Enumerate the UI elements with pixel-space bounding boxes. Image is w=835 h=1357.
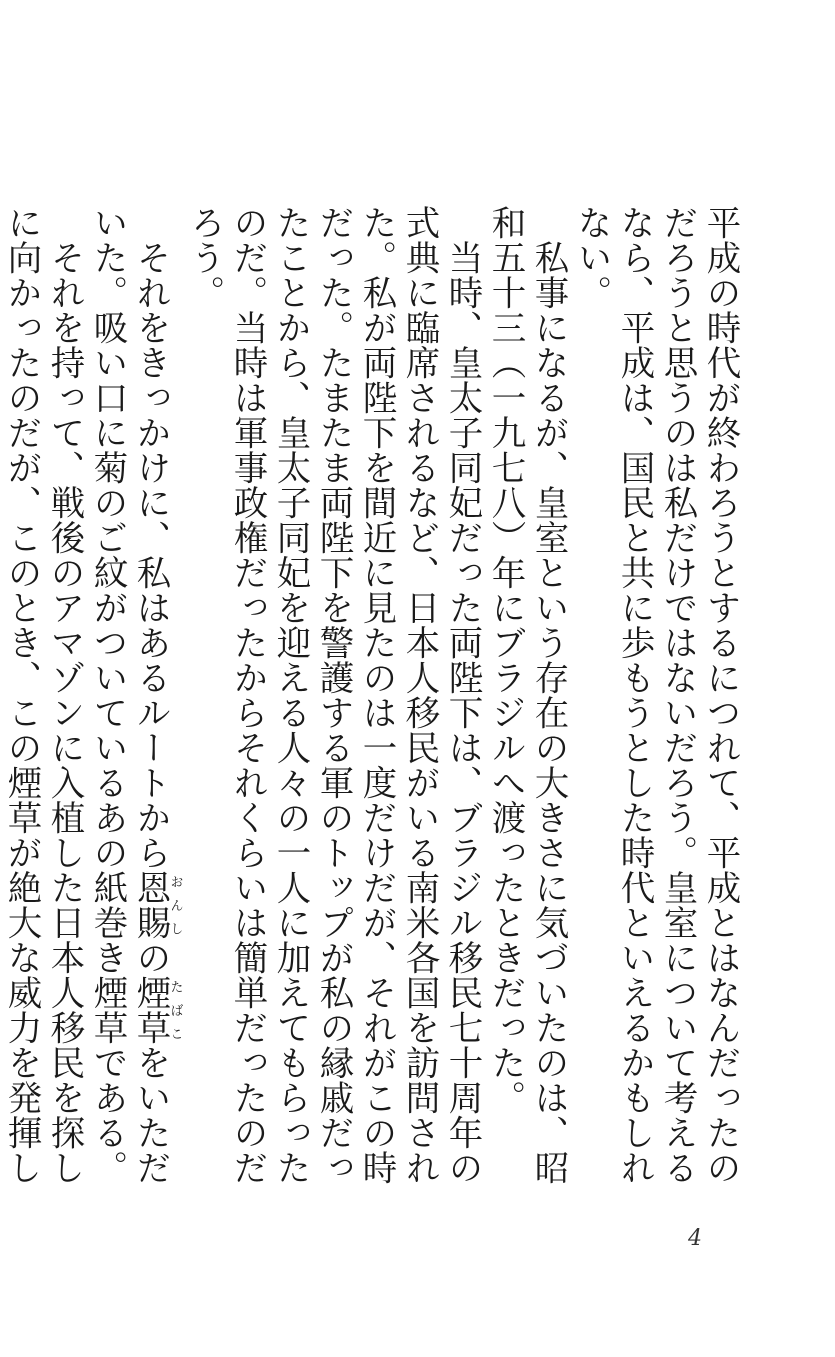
paragraph-1: 平成の時代が終わろうとするにつれて、平成とはなんだったのだろうと思うのは私だけではないだろう。皇室について考えるなら、平成は、国民と共に歩もうとした時代といえるかもしれない。 — [571, 205, 740, 1185]
ruby-tabako-reading: たばこ — [167, 974, 183, 1045]
paragraph-4-part-a: それをきっかけに、私はあるルートから — [130, 239, 170, 870]
paragraph-5: それを持って、戦後のアマゾンに入植した日本人移民を探しに向かったのだが、このとき、この煙草が絶大な威力を発揮し — [1, 205, 84, 1185]
ruby-tabako: 煙草たばこ — [130, 974, 183, 1045]
paragraph-4 — [85, 205, 182, 1215]
paragraph-4-part-c: をいただいた。吸い口に菊のご紋がついているあの紙巻き煙草である。 — [87, 205, 170, 1185]
vertical-text-block — [0, 205, 741, 1215]
paragraph-4-part-b: の — [130, 939, 170, 975]
ruby-onshi: 恩賜おんし — [130, 869, 183, 940]
ruby-onshi-reading: おんし — [167, 869, 183, 940]
paragraph-2: 私事になるが、皇室という存在の大きさに気づいたのは、昭和五十三（一九七八）年にブラジルへ渡ったときだった。 — [485, 205, 568, 1185]
page-number: 4 — [688, 1226, 702, 1251]
paragraph-3: 当時、皇太子同妃だった両陛下は、ブラジル移民七十周年の式典に臨席されるなど、日本人移民がいる南米各国を訪問された。私が両陛下を間近に見たのは一度だけだが、それがこの時だった。たまたま両陛下を警護する軍のトップが私の縁戚だったことから、皇太子同妃を迎える人々の一人に加えてもらったのだ。当時は軍事政権だったからそれくらいは簡単だったのだろう。 — [184, 205, 482, 1185]
